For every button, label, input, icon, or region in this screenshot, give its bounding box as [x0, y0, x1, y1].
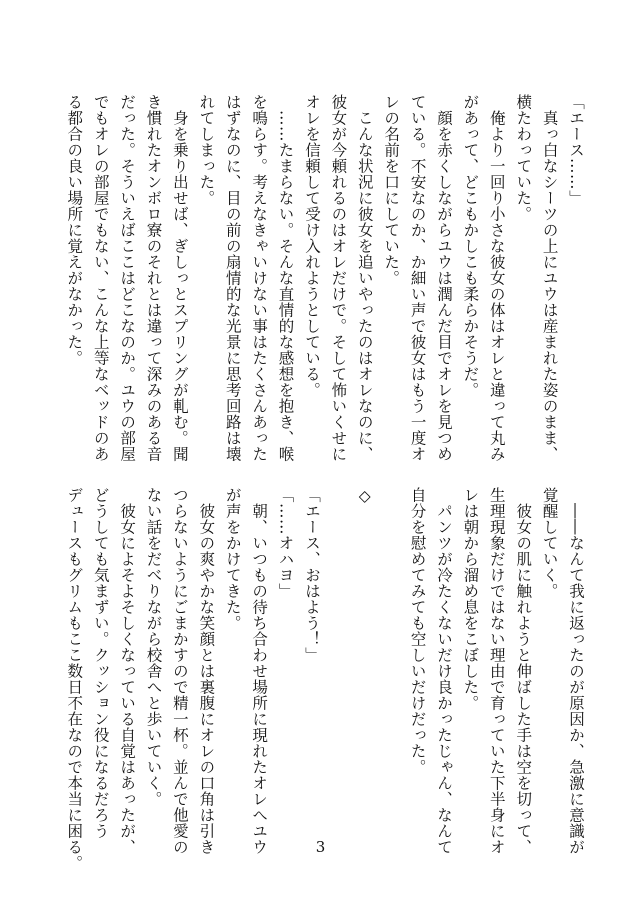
text-line: 「……オハヨ」 [276, 487, 295, 599]
text-line: 生理現象だけではない理由で育っていた下半身にオ [487, 487, 506, 855]
text-line: ……たまらない。そんな直情的な感想を抱き、喉 [276, 94, 295, 462]
text-line [378, 487, 404, 817]
text-line: 覚醒していく。 [540, 487, 559, 599]
text-line: 朝、いつもの待ち合わせ場所に現れたオレへユウ [250, 487, 269, 855]
text-line: 自分を慰めてみても空しいだけだった。 [408, 487, 427, 775]
text-line: オレを信頼して受け入れようとしている。 [302, 94, 321, 398]
text-line: 彼女の肌に触れようと伸ばした手は空を切って、 [514, 487, 533, 855]
text-line: る都合の良い場所に覚えがなかった。 [65, 94, 84, 366]
text-line: ない話をだべりながら校舎へと歩いていく。 [144, 487, 163, 807]
page-number: 3 [315, 838, 326, 856]
text-line: はずなのに、目の前の扇情的な光景に思考回路は壊 [223, 94, 242, 462]
text-line: つらないようにごまかすので精一杯。並んで他愛の [170, 487, 189, 855]
text-line: 「エース、おはよう！」 [302, 487, 321, 663]
text-line: パンツが冷たくないだけ良かったじゃん、なんて [434, 487, 453, 855]
text-line: だった。そういえばここはどこなのか。ユウの部屋 [118, 94, 137, 462]
text-block-top [61, 94, 589, 462]
text-line: き慣れたオンボロ寮のそれとは違って深みのある音 [144, 94, 163, 462]
text-line: 俺より一回り小さな彼女の体はオレと違って丸み [487, 94, 506, 462]
text-block-bottom [61, 487, 589, 871]
text-line: でもオレの部屋でもない、こんな上等なベッドのあ [91, 94, 110, 462]
text-line: レの名前を口にしていた。 [382, 94, 401, 286]
text-line: を鳴らす。考えなきゃいけない事はたくさんあった [250, 94, 269, 462]
text-line: 横たわっていた。 [514, 94, 533, 222]
text-line: 彼女の爽やかな笑顔とは裏腹にオレの口角は引き [197, 487, 216, 855]
text-line: 彼女によそよそしくなっている自覚はあったが、 [118, 487, 137, 855]
text-line: どうしても気まずい。クッション役になるだろう [91, 487, 110, 839]
text-line: デュースもグリムもここ数日不在なので本当に困る。 [65, 487, 84, 871]
text-line: ている。不安なのか、か細い声で彼女はもう一度オ [408, 94, 427, 462]
text-line: 顔を赤くしながらユウは潤んだ目でオレを見つめ [434, 94, 453, 462]
text-line: れてしまった。 [197, 94, 216, 206]
text-line: ――なんて我に返ったのが原因か、急激に意識が [567, 487, 585, 855]
text-line: こんな状況に彼女を追いやったのはオレなのに、 [355, 94, 374, 462]
text-line: レは朝から溜め息をこぼした。 [461, 487, 480, 711]
text-line: が声をかけてきた。 [223, 487, 242, 631]
text-line: 真っ白なシーツの上にユウは産まれた姿のまま、 [540, 94, 559, 462]
text-line: 身を乗り出せば、ぎしっとスプリングが軋む。聞 [170, 94, 189, 462]
text-line: 「エース……」 [567, 94, 585, 206]
text-line: があって、どこもかしこも柔らかそうだ。 [461, 94, 480, 398]
text-line: ◇ [355, 487, 374, 506]
text-line [325, 487, 351, 817]
text-line: 彼女が今頼れるのはオレだけで。そして怖いくせに [329, 94, 348, 462]
